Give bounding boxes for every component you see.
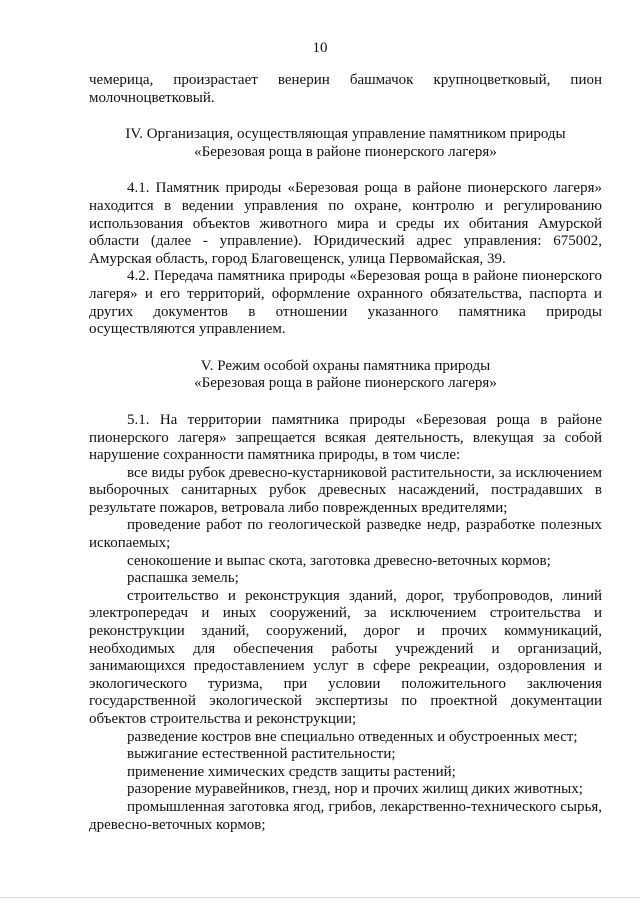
document-body	[89, 72, 602, 834]
page-number: 10	[312, 40, 328, 56]
prohibition-item: разорение муравейников, гнезд, нор и прочих жилищ диких животных;	[127, 781, 583, 798]
section-4-heading-line-1: IV. Организация, осуществляющая управление памятником природы	[125, 126, 566, 143]
prohibition-item: промышленная заготовка ягод, грибов, лекарственно-технического сырья, древесно-веточных кормов;	[89, 798, 602, 833]
prohibition-item: сенокошение и выпас скота, заготовка древесно-веточных кормов;	[127, 552, 551, 569]
section-4-paragraph-1: 4.1. Памятник природы «Березовая роща в районе пионерского лагеря» находится в ведении управления по охране, контролю и регулированию использования объектов животного мира и среды их обитания Амурской области (далее - управление). Юридический адрес управления: 675002, Амурская область, город Благовещенск, улица Первомайская, 39.	[89, 180, 602, 267]
section-5-heading-line-2: «Березовая роща в районе пионерского лагеря»	[194, 375, 497, 392]
prohibition-item: распашка земель;	[127, 570, 239, 587]
prohibition-item: выжигание естественной растительности;	[127, 746, 396, 763]
section-4-heading-line-2: «Березовая роща в районе пионерского лагеря»	[194, 143, 497, 160]
section-5-heading-line-1: V. Режим особой охраны памятника природы	[200, 357, 491, 374]
prohibition-item: разведение костров вне специально отведенных и обустроенных мест;	[127, 728, 578, 745]
prohibition-item: проведение работ по геологической разведке недр, разработке полезных ископаемых;	[89, 517, 602, 552]
section-4-paragraph-2: 4.2. Передача памятника природы «Березовая роща в районе пионерского лагеря» и его территорий, оформление охранного обязательства, паспорта и других документов в отношении указанного памятника природы осуществляются управлением.	[89, 268, 602, 338]
section-5-paragraph-1: 5.1. На территории памятника природы «Березовая роща в районе пионерского лагеря» запрещается всякая деятельность, влекущая за собой нарушение сохранности памятника природы, в том числе:	[89, 411, 602, 464]
continuation-paragraph: чемерица, произрастает венерин башмачок крупноцветковый, пион молочноцветковый.	[89, 72, 602, 106]
page-bottom-edge	[0, 897, 640, 898]
prohibition-item: строительство и реконструкция зданий, дорог, трубопроводов, линий электропередач и иных сооружений, за исключением строительства и реконструкции зданий, сооружений, дорог и прочих коммуникаций, необходимых для обеспечения работы учреждений и организаций, занимающихся предоставлением услуг в сфере рекреации, оздоровления и экологического туризма, при условии положительного заключения государственной экологической экспертизы по проектной документации объектов строительства и реконструкции;	[89, 587, 602, 727]
prohibition-item: применение химических средств защиты растений;	[127, 763, 456, 780]
prohibition-item: все виды рубок древесно-кустарниковой растительности, за исключением выборочных санитарных рубок древесных насаждений, пострадавших в результате пожаров, ветровала либо поврежденных вредителями;	[89, 464, 602, 516]
